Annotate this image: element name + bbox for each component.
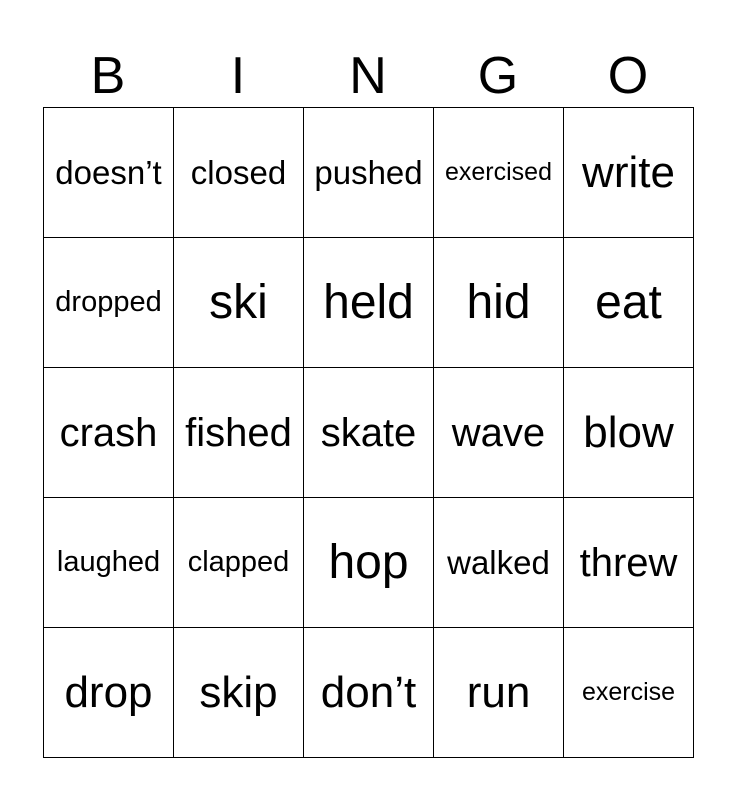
bingo-cell[interactable]: pushed	[304, 108, 434, 238]
header-letter-i: I	[230, 47, 246, 105]
bingo-cell[interactable]: closed	[174, 108, 304, 238]
header-letter-g: G	[477, 47, 519, 105]
bingo-cell[interactable]: walked	[434, 498, 564, 628]
bingo-cell[interactable]: doesn’t	[44, 108, 174, 238]
bingo-cell[interactable]: clapped	[174, 498, 304, 628]
bingo-cell[interactable]: hid	[434, 238, 564, 368]
bingo-cell[interactable]: don’t	[304, 628, 434, 758]
header-letter-n: N	[349, 47, 387, 105]
bingo-cell[interactable]: skate	[304, 368, 434, 498]
bingo-cell[interactable]: dropped	[44, 238, 174, 368]
bingo-cell[interactable]: drop	[44, 628, 174, 758]
bingo-cell[interactable]: laughed	[44, 498, 174, 628]
bingo-cell[interactable]: crash	[44, 368, 174, 498]
bingo-cell[interactable]: skip	[174, 628, 304, 758]
bingo-cell[interactable]: hop	[304, 498, 434, 628]
header-letter-b: B	[90, 47, 126, 105]
bingo-cell[interactable]: wave	[434, 368, 564, 498]
bingo-cell[interactable]: threw	[564, 498, 694, 628]
bingo-cell[interactable]: run	[434, 628, 564, 758]
bingo-header	[43, 45, 693, 107]
bingo-cell[interactable]: held	[304, 238, 434, 368]
bingo-cell[interactable]: write	[564, 108, 694, 238]
bingo-cell[interactable]: blow	[564, 368, 694, 498]
bingo-cell[interactable]: ski	[174, 238, 304, 368]
bingo-cell[interactable]: fished	[174, 368, 304, 498]
bingo-cell[interactable]: exercised	[434, 108, 564, 238]
header-letter-o: O	[607, 47, 649, 105]
bingo-cell[interactable]: eat	[564, 238, 694, 368]
bingo-cell[interactable]: exercise	[564, 628, 694, 758]
bingo-grid	[43, 107, 694, 758]
